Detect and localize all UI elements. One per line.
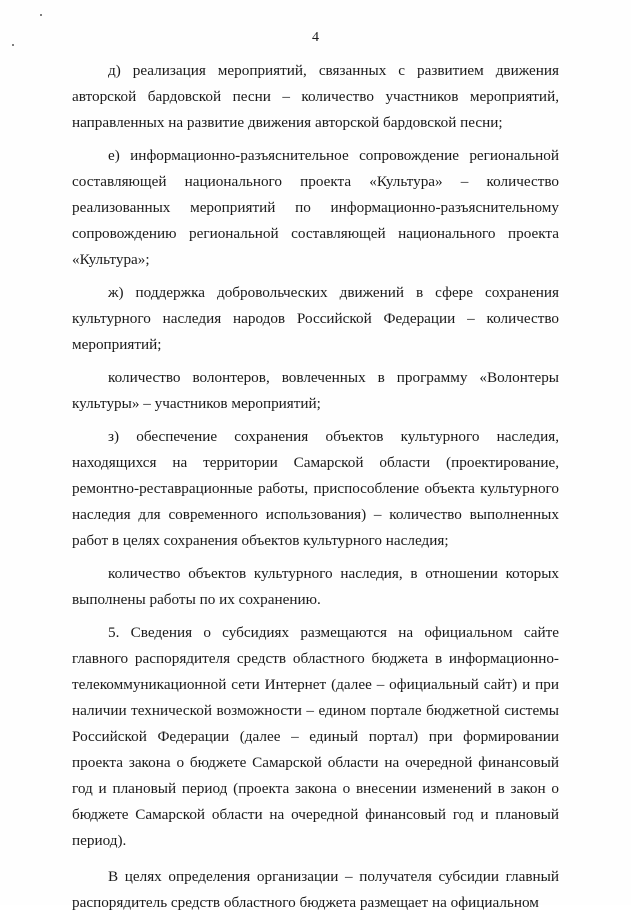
paragraph-zh: ж) поддержка добровольческих движений в сфере сохранения культурного наследия народов Российской Федерации – количество мероприятий; bbox=[72, 284, 559, 353]
paragraph-objects: количество объектов культурного наследия, в отношении которых выполнены работы по их сохранению. bbox=[72, 565, 559, 608]
paragraph-volunteers: количество волонтеров, вовлеченных в программу «Волонтеры культуры» – участников мероприятий; bbox=[72, 369, 559, 412]
page-number: 4 bbox=[312, 30, 319, 45]
paragraph-section-5: 5. Сведения о субсидиях размещаются на официальном сайте главного распорядителя средств областного бюджета в информационно-телекоммуникационной сети Интернет (далее – официальный сайт) и при наличии технической возможности – едином портале бюджетной системы Российской Федерации (далее – единый портал) при формировании проекта закона о бюджете Самарской области на очередной финансовый год и плановый период (проекта закона о внесении изменений в закон о бюджете Самарской области на очередной финансовый год и плановый период). bbox=[72, 624, 559, 849]
paragraph-organization: В целях определения организации – получателя субсидии главный распорядитель средств областного бюджета размещает на официальном bbox=[72, 868, 559, 911]
paragraph-d: д) реализация мероприятий, связанных с развитием движения авторской бардовской песни – количество участников мероприятий, направленных на развитие движения авторской бардовской песни; bbox=[72, 62, 559, 131]
scan-speck bbox=[40, 14, 42, 16]
paragraph-z: з) обеспечение сохранения объектов культурного наследия, находящихся на территории Самарской области (проектирование, ремонтно-реставрационные работы, приспособление объекта культурного наследия для современного использования) – количество выполненных работ в целях сохранения объектов культурного наследия; bbox=[72, 428, 559, 549]
paragraph-e: е) информационно-разъяснительное сопровождение региональной составляющей национального проекта «Культура» – количество реализованных мероприятий по информационно-разъяснительному сопровождению региональной составляющей национального проекта «Культура»; bbox=[72, 147, 559, 268]
document-body bbox=[72, 58, 559, 916]
